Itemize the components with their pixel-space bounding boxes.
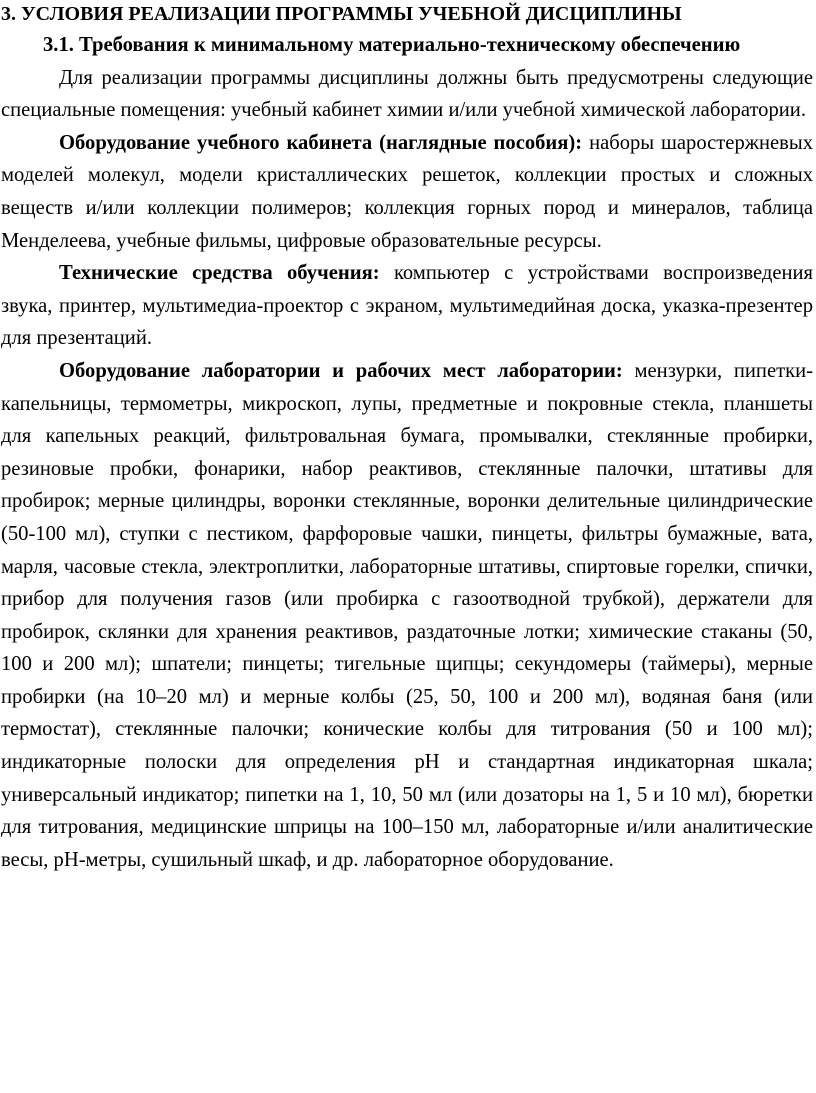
cabinet-equipment-lead: Оборудование учебного кабинета (наглядные пособия): xyxy=(59,131,583,154)
technical-means-paragraph xyxy=(1,257,813,355)
subsection-title: 3.1. Требования к минимальному материально-техническому обеспечению xyxy=(43,34,741,56)
cabinet-equipment-text: наборы шаростержневых моделей молекул, модели кристаллических решеток, коллекции простых и сложных веществ и/или коллекции полимеров; коллекция горных пород и минералов, таблица Менделеева, учебные фильмы, цифровые образовательные ресурсы. xyxy=(1,131,813,252)
laboratory-equipment-lead: Оборудование лаборатории и рабочих мест лаборатории: xyxy=(59,359,623,382)
cabinet-equipment-paragraph xyxy=(1,127,813,257)
document-page xyxy=(0,2,816,1093)
technical-means-text: компьютер с устройствами воспроизведения звука, принтер, мультимедиа-проектор с экраном, мультимедийная доска, указка-презентер для презентаций. xyxy=(1,262,814,350)
laboratory-equipment-paragraph xyxy=(1,355,813,877)
intro-paragraph: Для реализации программы дисциплины должны быть предусмотрены следующие специальные помещения: учебный кабинет химии и/или учебной химической лаборатории. xyxy=(1,66,813,122)
section-title: 3. УСЛОВИЯ РЕАЛИЗАЦИИ ПРОГРАММЫ УЧЕБНОЙ ДИСЦИПЛИНЫ xyxy=(1,3,682,25)
laboratory-equipment-text: мензурки, пипетки-капельницы, термометры, микроскоп, лупы, предметные и покровные стекла, планшеты для капельных реакций, фильтровальная бумага, промывалки, стеклянные пробирки, резиновые пробки, фонарики, набор реактивов, стеклянные палочки, штативы для пробирок; мерные цилиндры, воронки стеклянные, воронки делительные цилиндрические (50-100 мл), ступки с пестиком, фарфоровые чашки, пинцеты, фильтры бумажные, вата, марля, часовые стекла, электроплитки, лабораторные штативы, спиртовые горелки, спички, прибор для получения газов (или пробирка с газоотводной трубкой), держатели для пробирок, склянки для хранения реактивов, раздаточные лотки; химические стаканы (50, 100 и 200 мл); шпатели; пинцеты; тигельные щипцы; секундомеры (таймеры), мерные пробирки (на 10–20 мл) и мерные колбы (25, 50, 100 и 200 мл), водяная баня (или термостат), стеклянные палочки; конические колбы для титрования (50 и 100 мл); индикаторные полоски для определения pH и стандартная индикаторная шкала; универсальный индикатор; пипетки на 1, 10, 50 мл (или дозаторы на 1, 5 и 10 мл), бюретки для титрования, медицинские шприцы на 100–150 мл, лабораторные и/или аналитические весы, pH-метры, сушильный шкаф, и др. лабораторное оборудование. xyxy=(1,359,813,871)
technical-means-lead: Технические средства обучения: xyxy=(59,262,380,285)
